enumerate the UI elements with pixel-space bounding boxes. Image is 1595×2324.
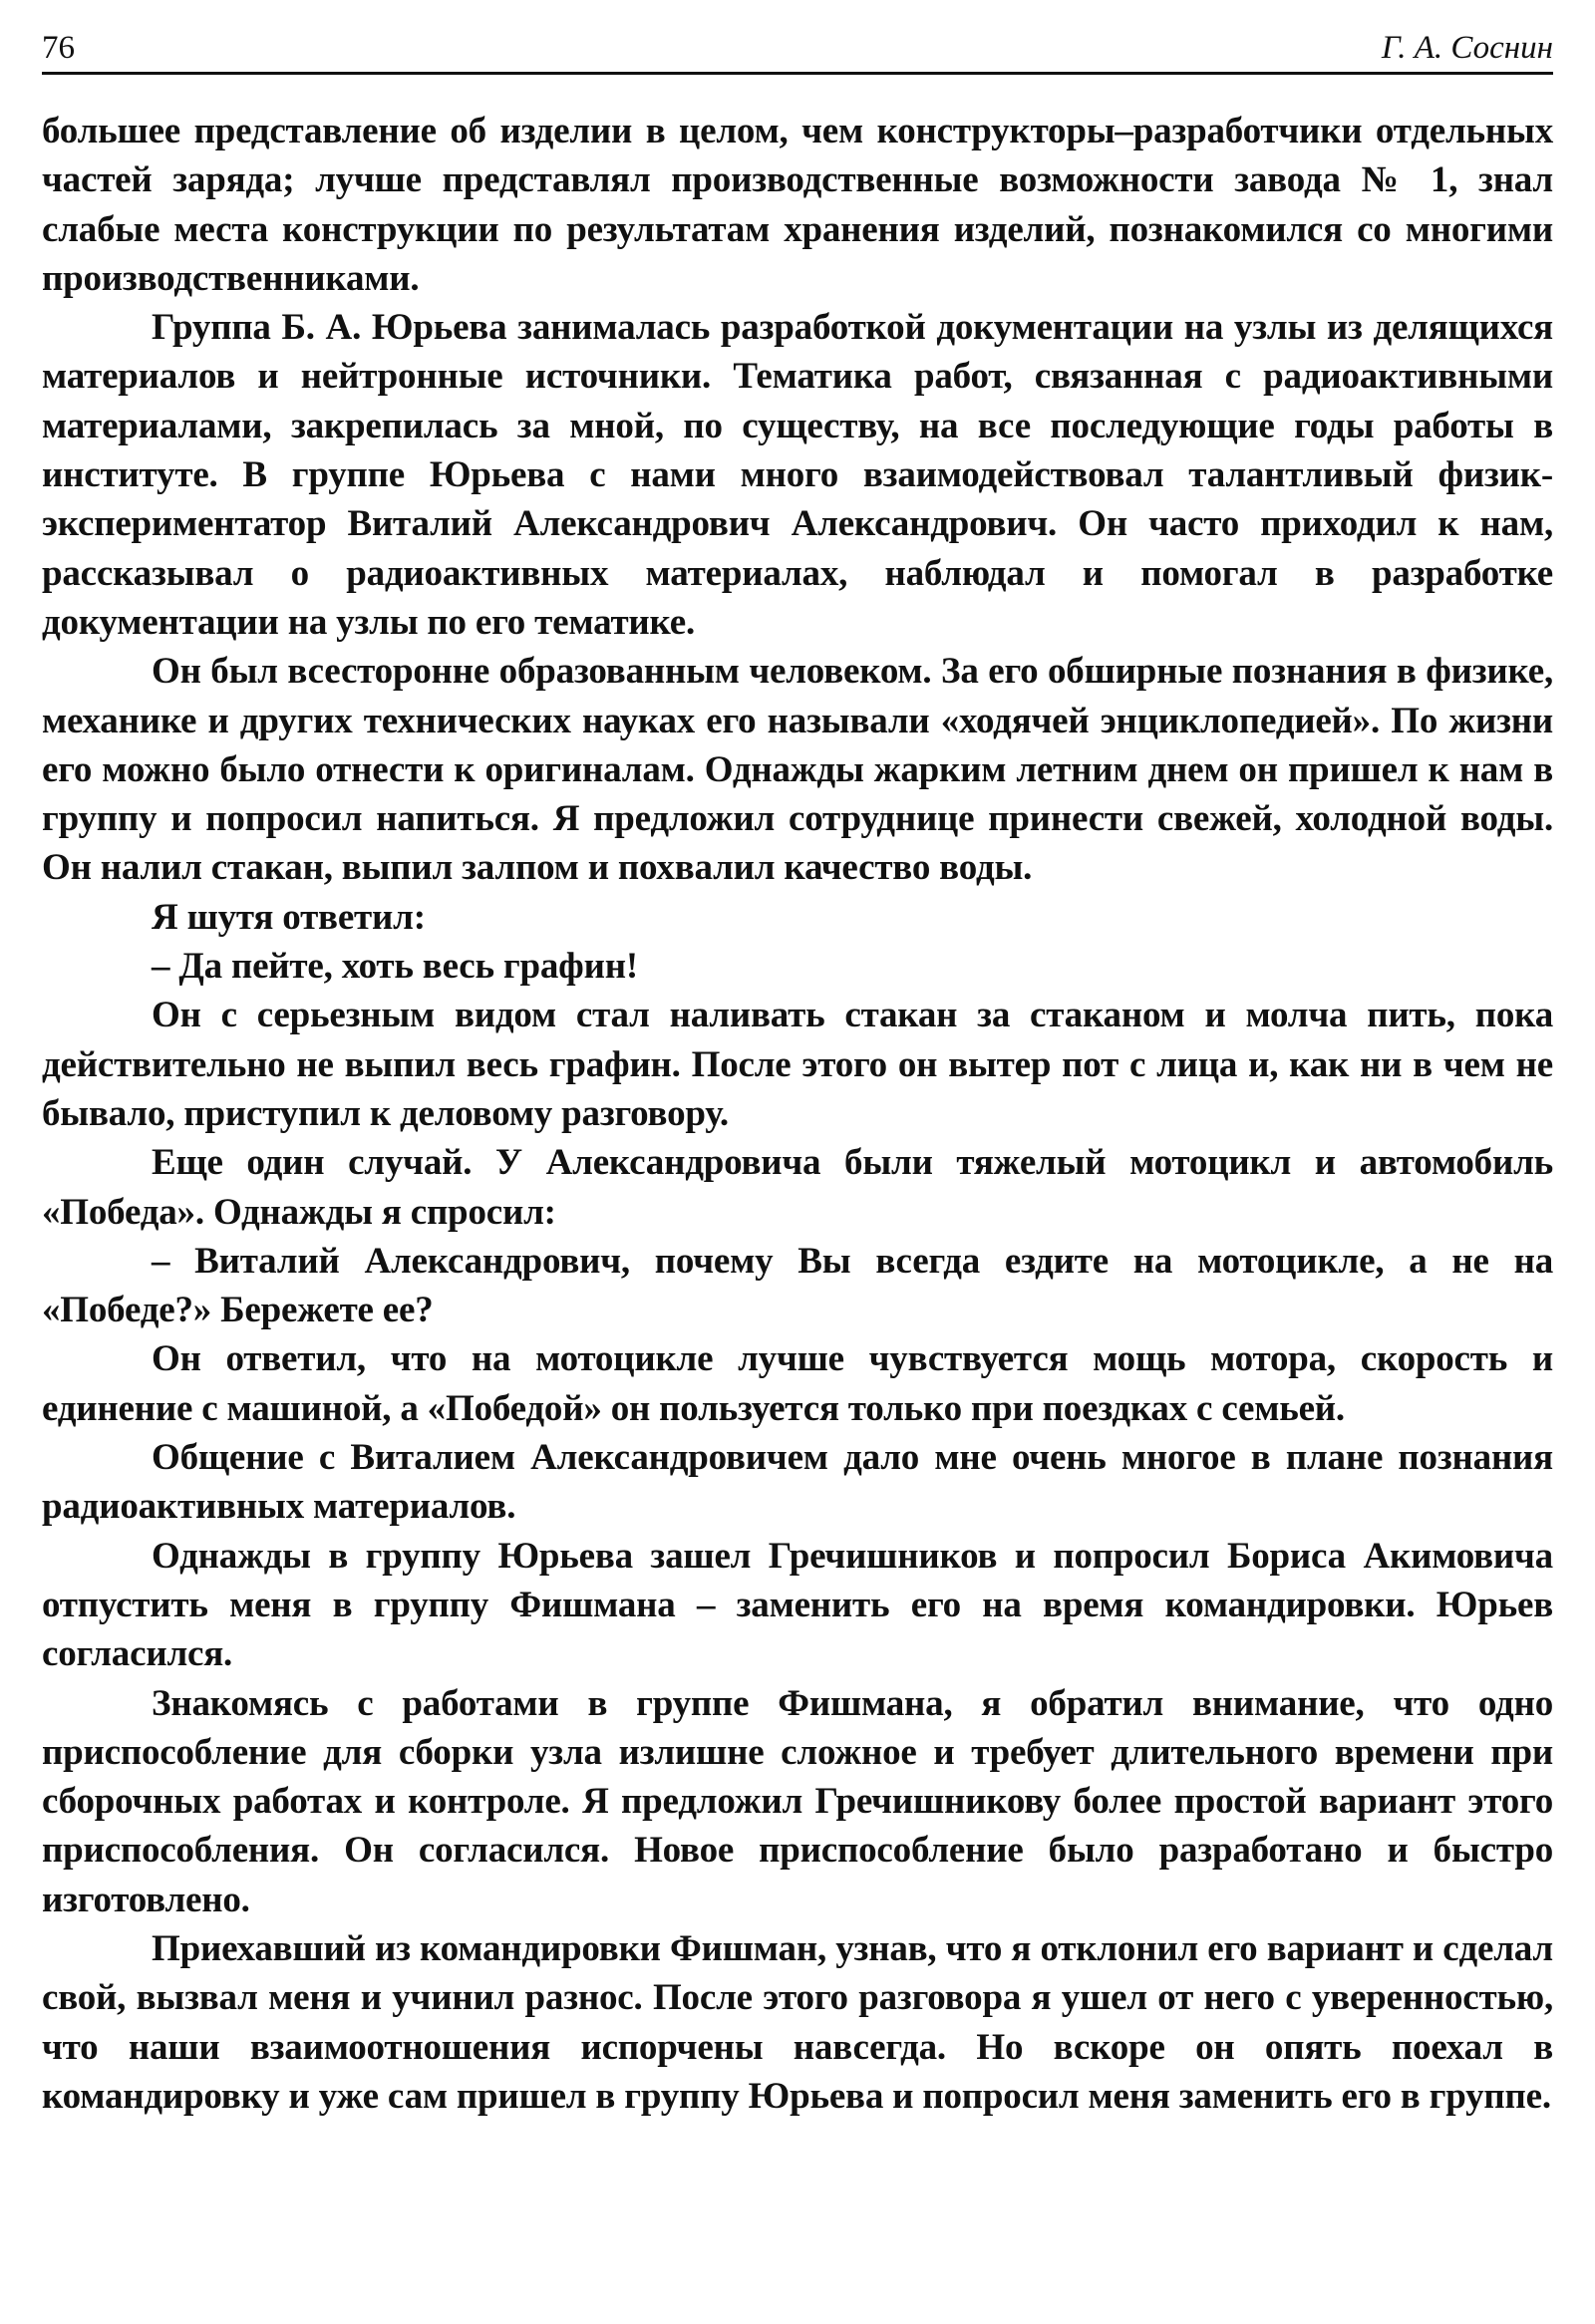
paragraph: Он был всесторонне образованным человеком. За его обширные познания в физике, механике и других технических науках его называли «ходячей энциклопедией». По жизни его можно было отнести к оригиналам. Однажды жарким летним днем он пришел к нам в группу и попросил напиться. Я предложил сотруднице принести свежей, холодной воды. Он налил стакан, выпил залпом и похвалил качество воды.: [42, 651, 1553, 889]
paragraph: Однажды в группу Юрьева зашел Гречишников и попросил Бориса Акимовича отпустить меня в группу Фишмана – заменить его на время командировки. Юрьев согласился.: [42, 1535, 1553, 1675]
body-text: [42, 107, 1553, 2121]
book-page: [42, 24, 1553, 2296]
paragraph-continuation: большее представление об изделии в целом, чем конструкторы–разработчики отдельных частей заряда; лучше представлял производственные возможности завода № 1, знал слабые места конструкции по результатам хранения изделий, познакомился со многими производственниками.: [42, 111, 1553, 299]
paragraph: Он с серьезным видом стал наливать стакан за стаканом и молча пить, пока действительно не выпил весь графин. После этого он вытер пот с лица и, как ни в чем не бывало, приступил к деловому разговору.: [42, 995, 1553, 1134]
running-header: [42, 24, 1553, 75]
paragraph: Общение с Виталием Александровичем дало мне очень многое в плане познания радиоактивных материалов.: [42, 1437, 1553, 1528]
dialogue-line: – Да пейте, хоть весь графин!: [152, 946, 638, 988]
paragraph: Еще один случай. У Александровича были тяжелый мотоцикл и автомобиль «Победа». Однажды я спросил:: [42, 1142, 1553, 1233]
running-author: Г. А. Соснин: [1381, 30, 1553, 66]
paragraph: Знакомясь с работами в группе Фишмана, я обратил внимание, что одно приспособление для сборки узла излишне сложное и требует длительного времени при сборочных работах и контроле. Я предложил Гречишникову более простой вариант этого приспособления. Он согласился. Новое приспособление было разработано и быстро изготовлено.: [42, 1682, 1553, 1920]
paragraph: Я шутя ответил:: [152, 896, 426, 938]
dialogue-line: – Виталий Александрович, почему Вы всегда ездите на мотоцикле, а не на «Победе?» Бережете ее?: [42, 1240, 1553, 1331]
paragraph: Он ответил, что на мотоцикле лучше чувствуется мощь мотора, скорость и единение с машиной, а «Победой» он пользуется только при поездках с семьей.: [42, 1338, 1553, 1429]
page-number: 76: [42, 30, 75, 66]
paragraph: Группа Б. А. Юрьева занималась разработкой документации на узлы из делящихся материалов и нейтронные источники. Тематика работ, связанная с радиоактивными материалами, закрепилась за мной, по существу, на все последующие годы работы в институте. В группе Юрьева с нами много взаимодействовал талантливый физик-экспериментатор Виталий Александрович Александрович. Он часто приходил к нам, рассказывал о радиоактивных материалах, наблюдал и помогал в разработке документации на узлы по его тематике.: [42, 307, 1553, 643]
paragraph: Приехавший из командировки Фишман, узнав, что я отклонил его вариант и сделал свой, вызвал меня и учинил разнос. После этого разговора я ушел от него с уверенностью, что наши взаимоотношения испорчены навсегда. Но вскоре он опять поехал в командировку и уже сам пришел в группу Юрьева и попросил меня заменить его в группе.: [42, 1927, 1553, 2117]
